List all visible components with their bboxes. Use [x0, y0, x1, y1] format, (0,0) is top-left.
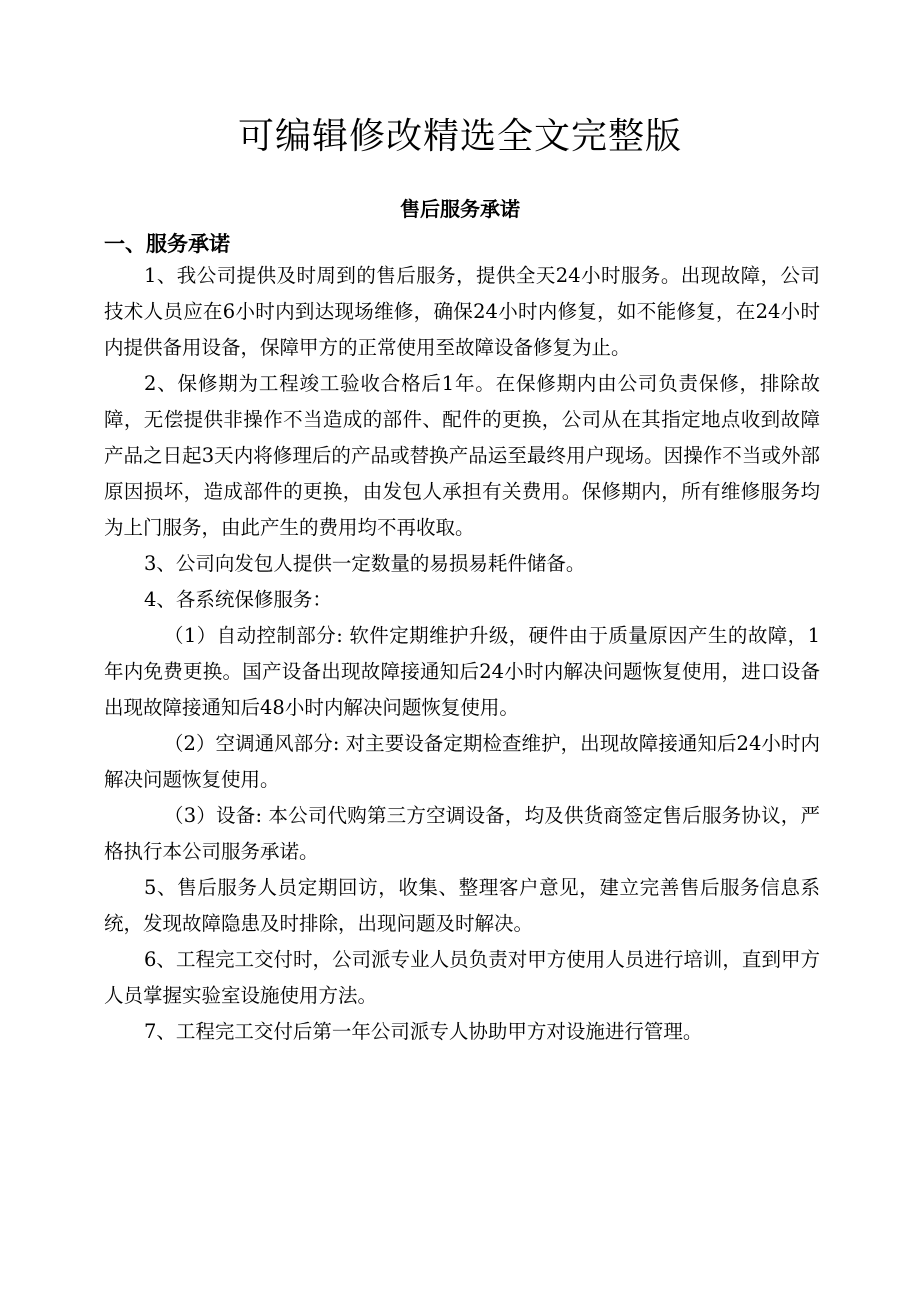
paragraph-2: 2、保修期为工程竣工验收合格后1年。在保修期内由公司负责保修，排除故障，无偿提供非操作不当造成的部件、配件的更换，公司从在其指定地点收到故障产品之日起3天内将修理后的产品或替换产品运至最终用户现场。因操作不当或外部原因损坏，造成部件的更换，由发包人承担有关费用。保修期内，所有维修服务均为上门服务，由此产生的费用均不再收取。 — [104, 372, 820, 539]
banner-title: 可编辑修改精选全文完整版 — [237, 116, 682, 157]
paragraph-1: 1、我公司提供及时周到的售后服务，提供全天24小时服务。出现故障，公司技术人员应在6小时内到达现场维修，确保24小时内修复，如不能修复，在24小时内提供备用设备，保障甲方的正常使用至故障设备修复为止。 — [104, 264, 820, 359]
paragraph-7: 7、工程完工交付后第一年公司派专人协助甲方对设施进行管理。 — [144, 1020, 703, 1043]
paragraph-4-2: （2）空调通风部分: 对主要设备定期检查维护，出现故障接通知后24小时内解决问题恢复使用。 — [104, 732, 820, 791]
paragraph-5: 5、售后服务人员定期回访，收集、整理客户意见，建立完善售后服务信息系统，发现故障隐患及时排除，出现问题及时解决。 — [104, 876, 820, 935]
section-heading: 一、服务承诺 — [104, 232, 230, 256]
document-title: 售后服务承诺 — [400, 197, 520, 221]
paragraph-4-1: （1）自动控制部分: 软件定期维护升级，硬件由于质量原因产生的故障，1年内免费更换。国产设备出现故障接通知后24小时内解决问题恢复使用，进口设备出现故障接通知后48小时内解决问题恢复使用。 — [104, 624, 820, 719]
paragraph-4-3: （3）设备: 本公司代购第三方空调设备，均及供货商签定售后服务协议，严格执行本公司服务承诺。 — [104, 804, 820, 863]
paragraph-4: 4、各系统保修服务： — [144, 588, 332, 611]
paragraph-3: 3、公司向发包人提供一定数量的易损易耗件储备。 — [144, 552, 586, 575]
paragraph-6: 6、工程完工交付时，公司派专业人员负责对甲方使用人员进行培训，直到甲方人员掌握实验室设施使用方法。 — [104, 948, 820, 1007]
document-body — [104, 258, 820, 1050]
